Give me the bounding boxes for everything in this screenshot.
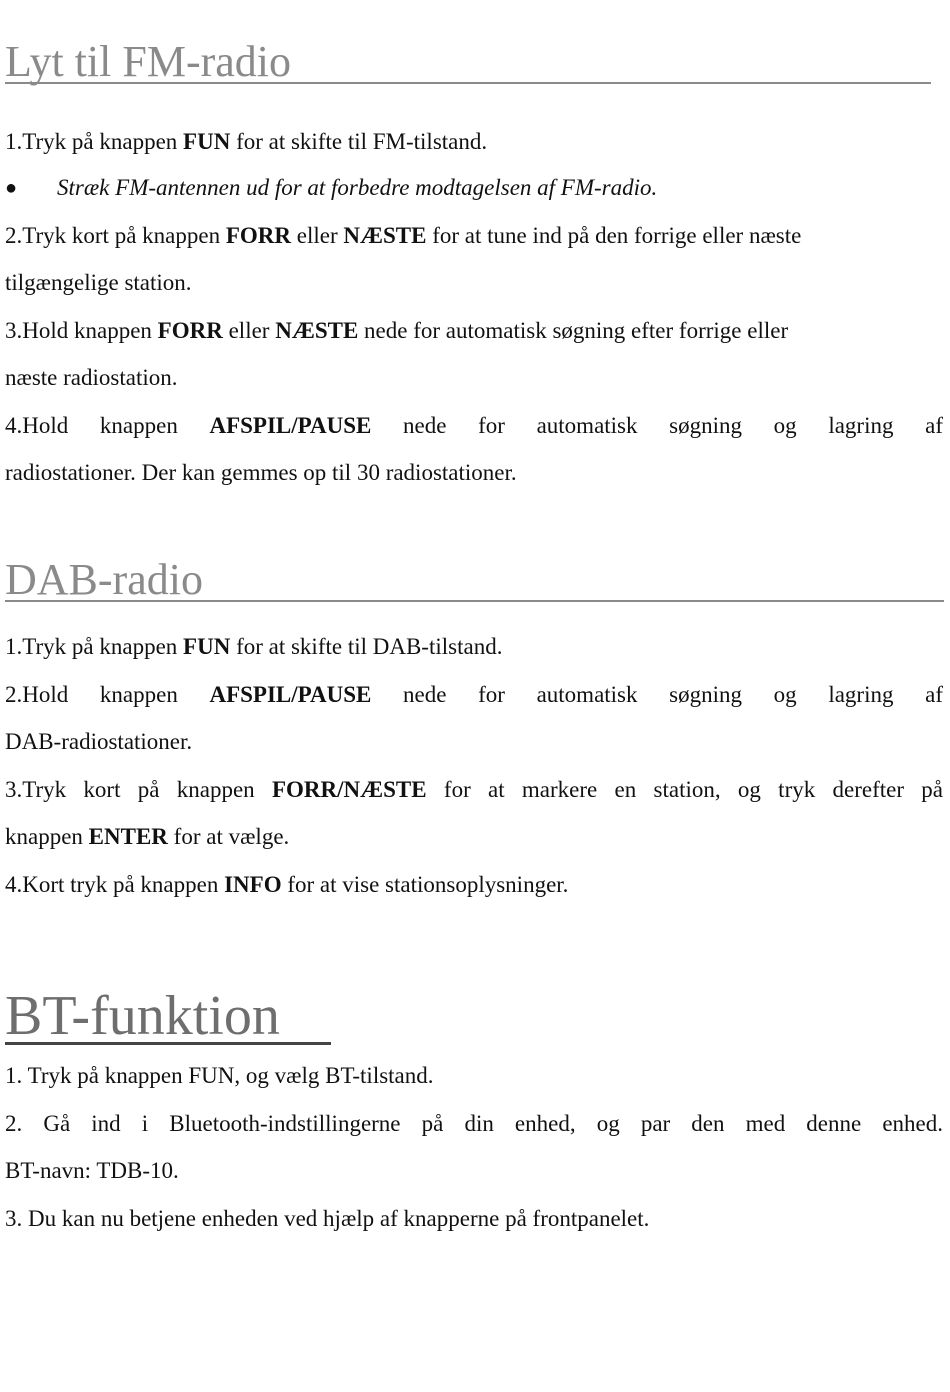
section-heading-fm: Lyt til FM-radio	[5, 37, 291, 86]
heading-underline-dab	[5, 600, 944, 602]
dab-step-1: 1.Tryk på knappen FUN for at skifte til DAB-tilstand.	[5, 634, 503, 659]
bt-step-3: 3. Du kan nu betjene enheden ved hjælp af knapperne på frontpanelet.	[5, 1206, 650, 1231]
fm-step-2: 2.Tryk kort på knappen FORR eller NÆSTE for at tune ind på den forrige eller næste	[5, 223, 802, 248]
bt-step-2: 2. Gå ind i Bluetooth-indstillingerne på din enhed, og par den med denne enhed.	[5, 1111, 943, 1136]
fm-step-4-cont: radiostationer. Der kan gemmes op til 30 radiostationer.	[5, 460, 517, 485]
fm-step-4: 4.Hold knappen AFSPIL/PAUSE nede for automatisk søgning og lagring af	[5, 413, 943, 438]
heading-underline-fm	[5, 82, 931, 84]
heading-underline-bt	[5, 1042, 331, 1045]
fm-step-3-cont: næste radiostation.	[5, 365, 178, 390]
fm-step-3: 3.Hold knappen FORR eller NÆSTE nede for automatisk søgning efter forrige eller	[5, 318, 789, 343]
bullet-icon: ●	[5, 177, 18, 199]
section-heading-dab: DAB-radio	[5, 555, 203, 604]
section-heading-bt: BT-funktion	[5, 985, 280, 1047]
dab-step-2-cont: DAB-radiostationer.	[5, 729, 193, 754]
fm-step-1: 1.Tryk på knappen FUN for at skifte til FM-tilstand.	[5, 129, 488, 154]
dab-step-2: 2.Hold knappen AFSPIL/PAUSE nede for automatisk søgning og lagring af	[5, 682, 943, 707]
bt-step-1: 1. Tryk på knappen FUN, og vælg BT-tilstand.	[5, 1063, 434, 1088]
dab-step-3: 3.Tryk kort på knappen FORR/NÆSTE for at markere en station, og tryk derefter på	[5, 777, 944, 802]
dab-step-3-cont: knappen ENTER for at vælge.	[5, 824, 290, 849]
fm-step-2-cont: tilgængelige station.	[5, 270, 192, 295]
bt-step-2-cont: BT-navn: TDB-10.	[5, 1158, 179, 1183]
dab-step-4: 4.Kort tryk på knappen INFO for at vise stationsoplysninger.	[5, 872, 569, 897]
